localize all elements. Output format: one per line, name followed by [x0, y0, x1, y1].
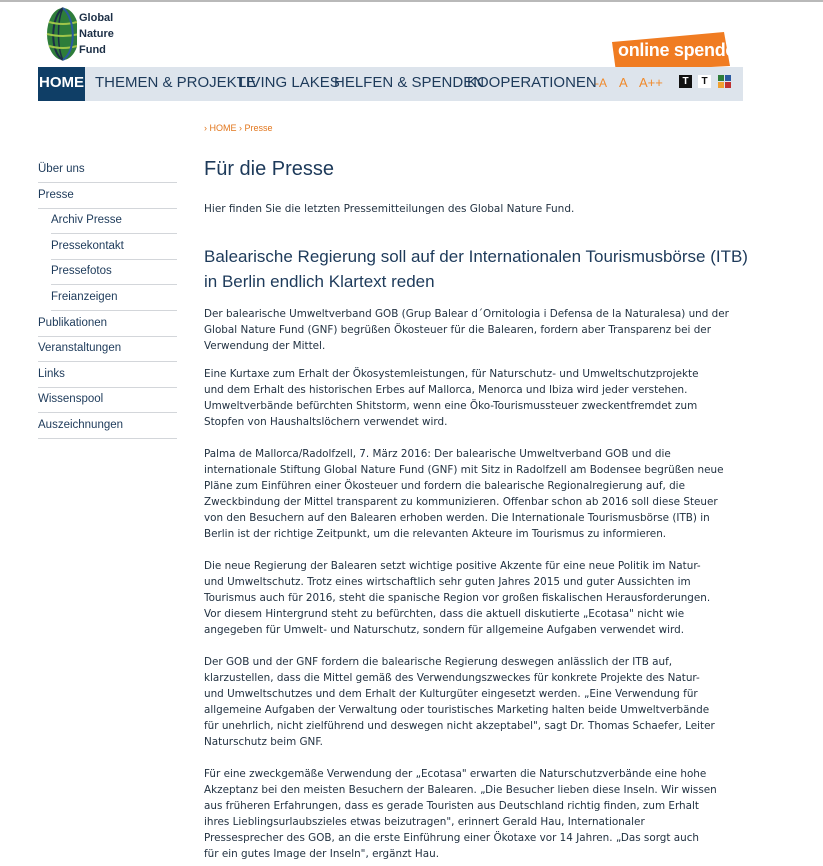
paragraph-line: Stopfen von Haushaltslöchern verwendet wird. — [204, 416, 448, 428]
font-size-small-button[interactable]: -A — [595, 76, 607, 90]
nav-home[interactable]: HOME — [38, 67, 85, 101]
breadcrumb-home[interactable]: HOME — [209, 123, 237, 133]
logo-wordmark — [79, 10, 114, 58]
article-title: Balearische Regierung soll auf der Internationalen Tourismusbörse (ITB) in Berlin endlich Klartext reden — [204, 247, 748, 291]
sidebar-item-publikationen[interactable]: Publikationen — [38, 312, 177, 337]
paragraph-line: internationale Stiftung Global Nature Fund (GNF) mit Sitz in Radolfzell am Bodensee begrüßen neue — [204, 464, 724, 476]
paragraph-line: für unehrlich, nicht zielführend und deswegen nicht akzeptabel", sagt Dr. Thomas Schaefer, Leiter — [204, 720, 715, 732]
article-paragraph — [204, 654, 749, 750]
logo-line-1: Global — [79, 12, 114, 24]
breadcrumb-arrow-icon: › — [239, 123, 243, 133]
paragraph-line: Pläne zum Einführen einer Ökosteuer und fordern die balearische Regionalregierung auf, die — [204, 480, 685, 492]
paragraph-line: Naturschutz beim GNF. — [204, 736, 323, 748]
paragraph-line: Der balearische Umweltverband GOB (Grup Balear d´Ornitologia i Defensa de la Naturalesa) und der — [204, 308, 729, 320]
font-size-normal-button[interactable]: A — [619, 75, 628, 90]
sidebar-item-veranstaltungen[interactable]: Veranstaltungen — [38, 337, 177, 362]
online-donate-button[interactable] — [612, 32, 752, 72]
sidebar-item-presse[interactable]: Presse — [38, 184, 177, 209]
nav-helfen-spenden[interactable]: HELFEN & SPENDEN — [334, 74, 485, 91]
sidebar-item-archiv-presse[interactable]: Archiv Presse — [51, 209, 177, 234]
main-navigation — [38, 67, 743, 101]
breadcrumb-current: Presse — [244, 123, 273, 133]
article-paragraph — [204, 366, 749, 430]
nav-kooperationen[interactable]: KOOPERATIONEN — [467, 74, 597, 91]
paragraph-line: Palma de Mallorca/Radolfzell, 7. März 2016: Der balearische Umweltverband GOB und die — [204, 448, 671, 460]
paragraph-line: Akzeptanz bei den meisten Besuchern der Balearen. „Die Besucher lieben diese Inseln. Wir wissen — [204, 784, 717, 796]
paragraph-line: von den Besuchern auf den Balearen erhoben werden. Die Internationale Tourismusbörse (ITB) in — [204, 512, 710, 524]
sidebar-item-links[interactable]: Links — [38, 363, 177, 388]
logo-line-2: Nature — [79, 28, 114, 40]
paragraph-line: Tourismus auch für 2016, steht die spanische Region vor großen fiskalischen Herausforderungen. — [204, 592, 711, 604]
article-paragraph — [204, 558, 749, 638]
nav-living-lakes[interactable]: LIVING LAKES — [238, 74, 340, 91]
article-paragraph — [204, 766, 749, 862]
nav-themen-projekte[interactable]: THEMEN & PROJEKTE — [95, 74, 256, 91]
breadcrumb — [204, 123, 273, 133]
article-paragraph — [204, 306, 749, 354]
paragraph-line: und Umweltschutzes und dem Erhalt der Kulturgüter eingesetzt werden. „Eine Verwendung für — [204, 688, 698, 700]
paragraph-line: Global Nature Fund (GNF) begrüßen Ökosteuer für die Balearen, fordern aber Transparenz bei der — [204, 324, 711, 336]
paragraph-line: Der GOB und der GNF fordern die balearische Regierung deswegen anlässlich der ITB auf, — [204, 656, 673, 668]
paragraph-line: Die neue Regierung der Balearen setzt wichtige positive Akzente für eine neue Politik im Natur- — [204, 560, 701, 572]
sidebar-item-pressefotos[interactable]: Pressefotos — [51, 260, 177, 285]
page-title: Für die Presse — [204, 158, 335, 180]
globe-icon — [43, 6, 77, 62]
gnf-logo[interactable] — [43, 6, 123, 64]
color-theme-icon[interactable] — [718, 75, 731, 88]
paragraph-line: Pressesprecher des GOB, an die erste Einführung einer Ökotaxe vor 14 Jahren. „Das sorgt auch — [204, 832, 700, 844]
paragraph-line: angegeben für Umwelt- und Naturschutz, sondern für allgemeine Aufgaben verwendet wird. — [204, 624, 684, 636]
paragraph-line: und Umweltschutz. Trotz eines wirtschaftlich sehr guten Jahres 2015 und guter Aussichten im — [204, 576, 691, 588]
paragraph-line: und dem Erhalt des historischen Erbes auf Mallorca, Menorca und Ibiza wird jeder verstehen. — [204, 384, 688, 396]
sidebar-item-wissenspool[interactable]: Wissenspool — [38, 388, 177, 413]
breadcrumb-arrow-icon: › — [204, 123, 207, 133]
article-paragraph — [204, 446, 749, 542]
paragraph-line: für ein gutes Image der Inseln", ergänzt Hau. — [204, 848, 440, 860]
paragraph-line: Für eine zweckgemäße Verwendung der „Ecotasa" erwarten die Naturschutzverbände eine hohe — [204, 768, 707, 780]
paragraph-line: allgemeine Aufgaben der Verwaltung oder touristisches Marketing halten beide Umweltverbände — [204, 704, 710, 716]
contrast-dark-button[interactable]: T — [679, 75, 692, 88]
sidebar-item-auszeichnungen[interactable]: Auszeichnungen — [38, 414, 177, 439]
paragraph-line: klarzustellen, dass die Mittel gemäß des Verwendungszweckes für konkrete Projekte des Natur- — [204, 672, 700, 684]
contrast-light-button[interactable]: T — [698, 75, 711, 88]
color-grid-icon — [718, 75, 731, 88]
donate-label: online spenden! — [618, 40, 752, 60]
sidebar-item-ueber-uns[interactable]: Über uns — [38, 158, 177, 183]
paragraph-line: aus früheren Erfahrungen, dass es gerade Touristen aus Deutschland richtig finden, zum Erhalt — [204, 800, 699, 812]
paragraph-line: ihres Lieblingsurlaubszieles etwas beizutragen", erinnert Gerald Hau, Internationaler — [204, 816, 645, 828]
paragraph-line: Eine Kurtaxe zum Erhalt der Ökosystemleistungen, für Naturschutz- und Umweltschutzprojekte — [204, 368, 699, 380]
paragraph-line: Zweckbindung der Mittel transparent zu kommunizieren. Offenbar schon ab 2016 soll diese Steuer — [204, 496, 718, 508]
logo-line-3: Fund — [79, 44, 106, 56]
sidebar-navigation — [38, 158, 177, 440]
intro-text: Hier finden Sie die letzten Pressemitteilungen des Global Nature Fund. — [204, 203, 575, 215]
paragraph-line: Vor diesem Hintergrund steht zu befürchten, dass die aktuell diskutierte „Ecotasa" nicht wie — [204, 608, 685, 620]
paragraph-line: Verwendung der Mittel. — [204, 340, 326, 352]
paragraph-line: Berlin ist der richtige Zeitpunkt, um die relevanten Akteure im Tourismus zu informieren. — [204, 528, 667, 540]
sidebar-item-pressekontakt[interactable]: Pressekontakt — [51, 235, 177, 260]
paragraph-line: Umweltverbände befürchten Shitstorm, wenn eine Öko-Tourismussteuer zweckentfremdet zum — [204, 400, 698, 412]
font-size-large-button[interactable]: A++ — [639, 75, 663, 90]
sidebar-item-freianzeigen[interactable]: Freianzeigen — [51, 286, 177, 311]
top-border — [0, 0, 823, 2]
